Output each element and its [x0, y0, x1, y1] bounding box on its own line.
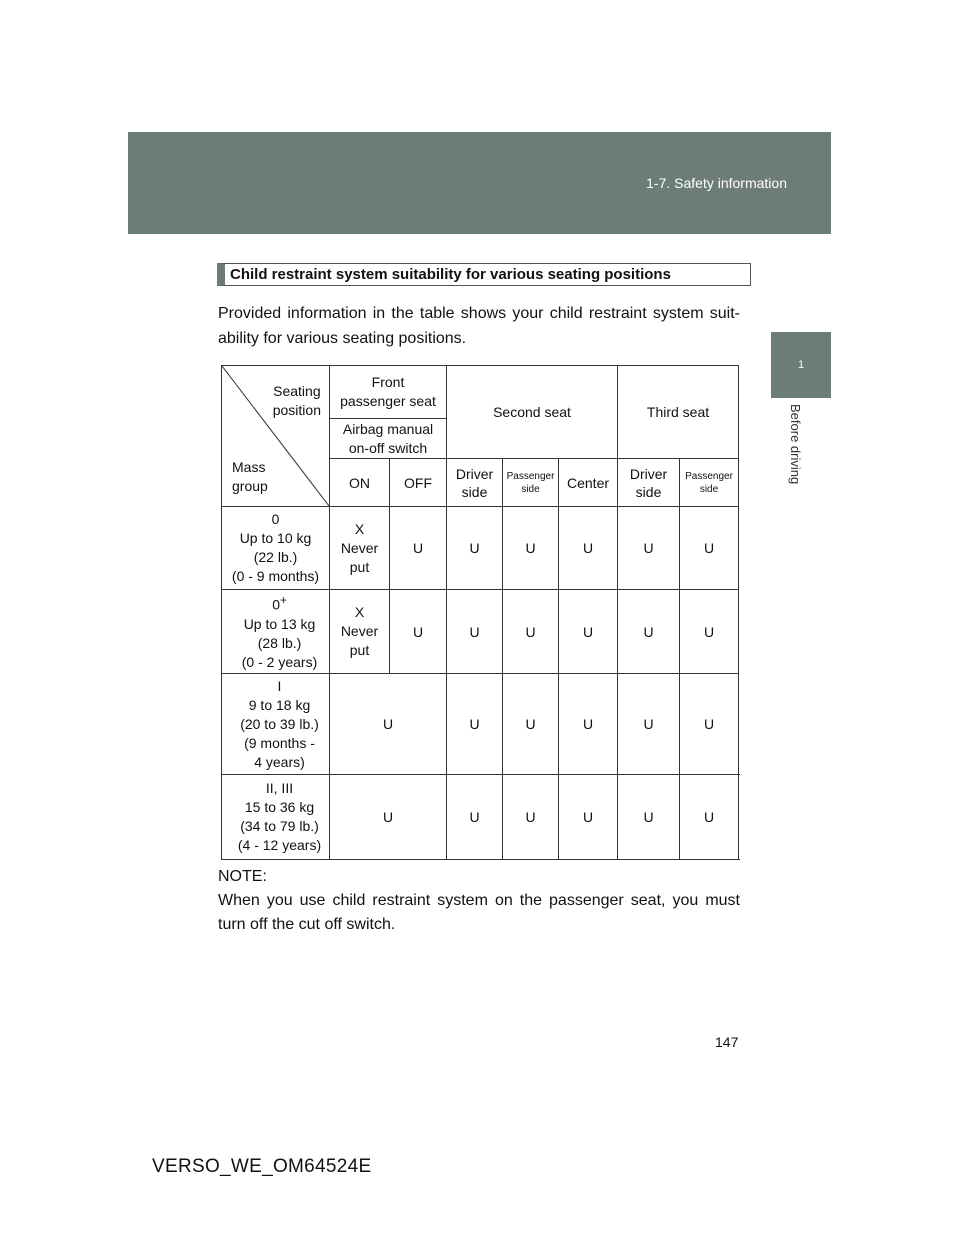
intro-paragraph: Provided information in the table shows your child restraint system suit-ability for various seating positions. — [218, 305, 740, 347]
value-cell: U — [503, 775, 559, 860]
seating-position-label: Seating position — [272, 383, 321, 418]
section-title: 1-7. Safety information — [646, 175, 787, 191]
table-row — [222, 775, 739, 860]
value-cell: U — [618, 674, 680, 775]
value-cell: U — [680, 775, 739, 860]
document-id: VERSO_WE_OM64524E — [152, 1156, 372, 1177]
value-cell: U — [559, 507, 618, 590]
value-cell: U — [390, 590, 447, 674]
value-cell: U — [618, 775, 680, 860]
value-cell: U — [618, 590, 680, 674]
table-row — [222, 674, 739, 775]
section-heading: Child restraint system suitability for various seating positions — [217, 263, 751, 286]
value-cell: U — [680, 590, 739, 674]
value-cell: U — [680, 674, 739, 775]
mass-group-cell: 0 Up to 10 kg (22 lb.) (0 - 9 months) — [222, 507, 330, 590]
value-cell: U — [503, 674, 559, 775]
third-passenger-side-header: Passenger side — [680, 459, 739, 507]
second-seat-header: Second seat — [447, 366, 618, 459]
never-put-cell: X Never put — [330, 507, 390, 590]
chapter-tab — [771, 332, 831, 398]
third-seat-header: Third seat — [618, 366, 739, 459]
value-cell: U — [447, 674, 503, 775]
third-driver-side-header: Driver side — [618, 459, 680, 507]
value-cell: U — [503, 507, 559, 590]
mass-group-cell: II, III 15 to 36 kg (34 to 79 lb.) (4 - 12 years) — [222, 775, 330, 860]
note-label: NOTE: — [218, 868, 267, 885]
note-text: When you use child restraint system on the passenger seat, you must turn off the cut off switch. — [218, 892, 740, 933]
value-cell: U — [618, 507, 680, 590]
never-put-cell: X Never put — [330, 590, 390, 674]
off-header: OFF — [390, 459, 447, 507]
on-header: ON — [330, 459, 390, 507]
table-row — [222, 507, 739, 590]
value-cell: U — [447, 590, 503, 674]
page-number: 147 — [715, 1034, 739, 1050]
second-driver-side-header: Driver side — [447, 459, 503, 507]
header-band — [128, 132, 831, 234]
table-corner-cell — [222, 366, 330, 507]
mass-group-cell: I 9 to 18 kg (20 to 39 lb.) (9 months - 4 years) — [222, 674, 330, 775]
center-header: Center — [559, 459, 618, 507]
chapter-label: Before driving — [788, 404, 803, 485]
value-cell: U — [390, 507, 447, 590]
chapter-number: 1 — [797, 359, 805, 371]
value-cell: U — [330, 775, 447, 860]
value-cell: U — [559, 590, 618, 674]
mass-group-label: Mass group — [232, 459, 268, 494]
value-cell: U — [330, 674, 447, 775]
airbag-switch-header: Airbag manual on-off switch — [330, 419, 447, 459]
suitability-table — [221, 365, 739, 860]
value-cell: U — [447, 775, 503, 860]
value-cell: U — [447, 507, 503, 590]
mass-group-cell: 0+ Up to 13 kg (28 lb.) (0 - 2 years) — [222, 590, 330, 674]
value-cell: U — [559, 775, 618, 860]
value-cell: U — [559, 674, 618, 775]
table-row — [222, 590, 739, 674]
second-passenger-side-header: Passenger side — [503, 459, 559, 507]
value-cell: U — [503, 590, 559, 674]
value-cell: U — [680, 507, 739, 590]
front-passenger-seat-header: Front passenger seat — [330, 366, 447, 419]
note-block — [218, 865, 740, 937]
